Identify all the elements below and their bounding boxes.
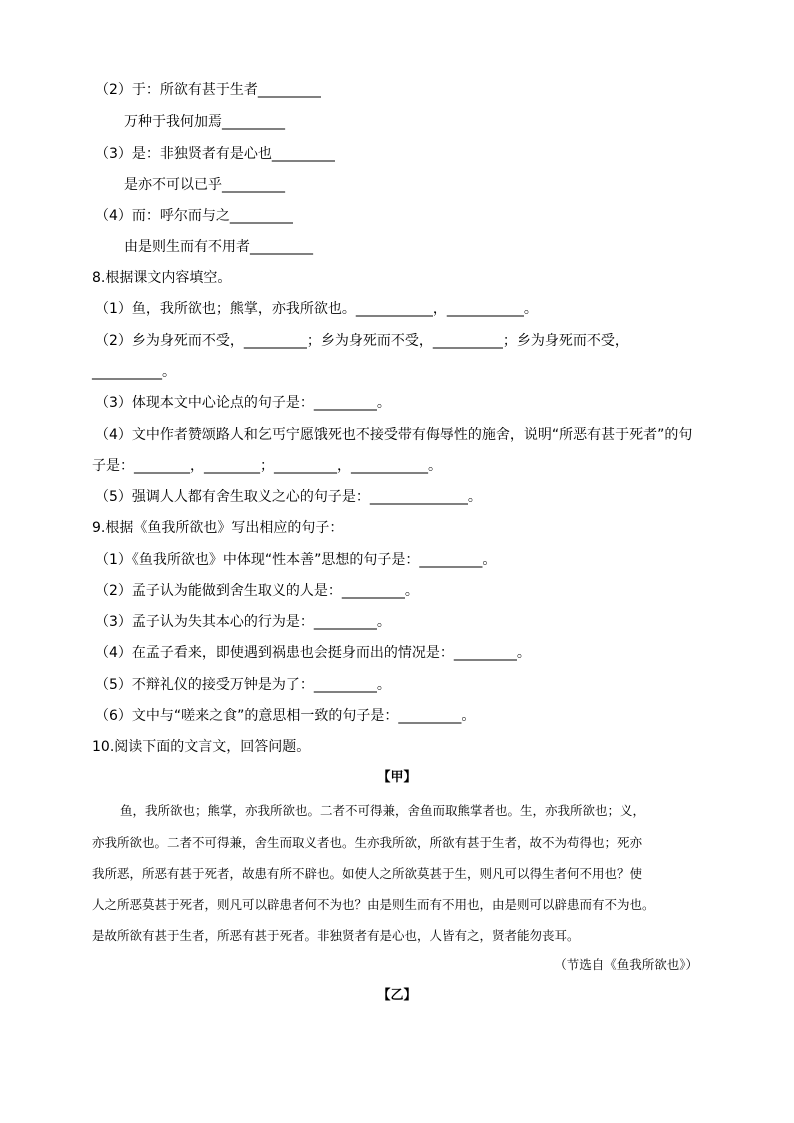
question-line: （4）而：呼尔而与之_________ [95,208,293,224]
question-line: 由是则生而有不用者_________ [124,239,313,255]
question-line: （6）文中与“嗟来之食”的意思相一致的句子是：_________。 [95,708,476,724]
question-line: （5）强调人人都有舍生取义之心的句子是：______________。 [95,489,482,505]
question-line: （4）文中作者赞颂路人和乞丐宁愿饿死也不接受带有侮辱性的施舍，说明“所恶有甚于死者”的句 [95,427,693,443]
passage-line: 我所恶，所恶有甚于死者，故患有所不辟也。如使人之所欲莫甚于生，则凡可以得生者何不用也？使 [92,866,643,881]
question-line: （1）鱼，我所欲也；熊掌，亦我所欲也。___________，___________。 [95,301,538,317]
question-heading: 10.阅读下面的文言文，回答问题。 [92,739,311,755]
question-line: （3）体现本文中心论点的句子是：_________。 [95,395,391,411]
question-line: （2）于：所欲有甚于生者_________ [95,82,321,98]
question-line: （2）乡为身死而不受，_________；乡为身死而不受，__________；乡为身死而不受， [95,333,629,349]
question-line: （2）孟子认为能做到舍生取义的人是：_________。 [95,583,419,599]
section-title-yi: 【乙】 [377,988,417,1003]
question-heading: 8.根据课文内容填空。 [92,270,232,286]
question-line: （5）不辩礼仪的接受万钟是为了：_________。 [95,677,391,693]
passage-line: 亦我所欲也。二者不可得兼，舍生而取义者也。生亦我所欲，所欲有甚于生者，故不为苟得也；死亦 [92,835,643,850]
question-heading: 9.根据《鱼我所欲也》写出相应的句子： [92,520,344,536]
passage-line: 人之所恶莫甚于死者，则凡可以辟患者何不为也？由是则生而有不用也，由是则可以辟患而有不为也。 [92,897,655,912]
question-line: （1）《鱼我所欲也》中体现“性本善”思想的句子是：_________。 [95,552,497,568]
question-line: （3）是：非独贤者有是心也_________ [95,146,335,162]
question-line: 万种于我何加焉_________ [124,114,285,130]
section-title-jia: 【甲】 [377,770,417,785]
question-line: __________。 [92,364,176,380]
passage-line: 是故所欲有甚于生者，所恶有甚于死者。非独贤者有是心也，人皆有之，贤者能勿丧耳。 [92,928,580,943]
question-line: 是亦不可以已乎_________ [124,177,285,193]
question-line: 子是：________，________；_________，___________。 [92,458,442,474]
question-line: （4）在孟子看来，即使遇到祸患也会挺身而出的情况是：_________。 [95,645,531,661]
passage-source: （节选自《鱼我所欲也》） [554,957,698,972]
passage-line: 鱼，我所欲也；熊掌，亦我所欲也。二者不可得兼，舍鱼而取熊掌者也。生，亦我所欲也；义， [120,803,646,818]
question-line: （3）孟子认为失其本心的行为是：_________。 [95,614,391,630]
